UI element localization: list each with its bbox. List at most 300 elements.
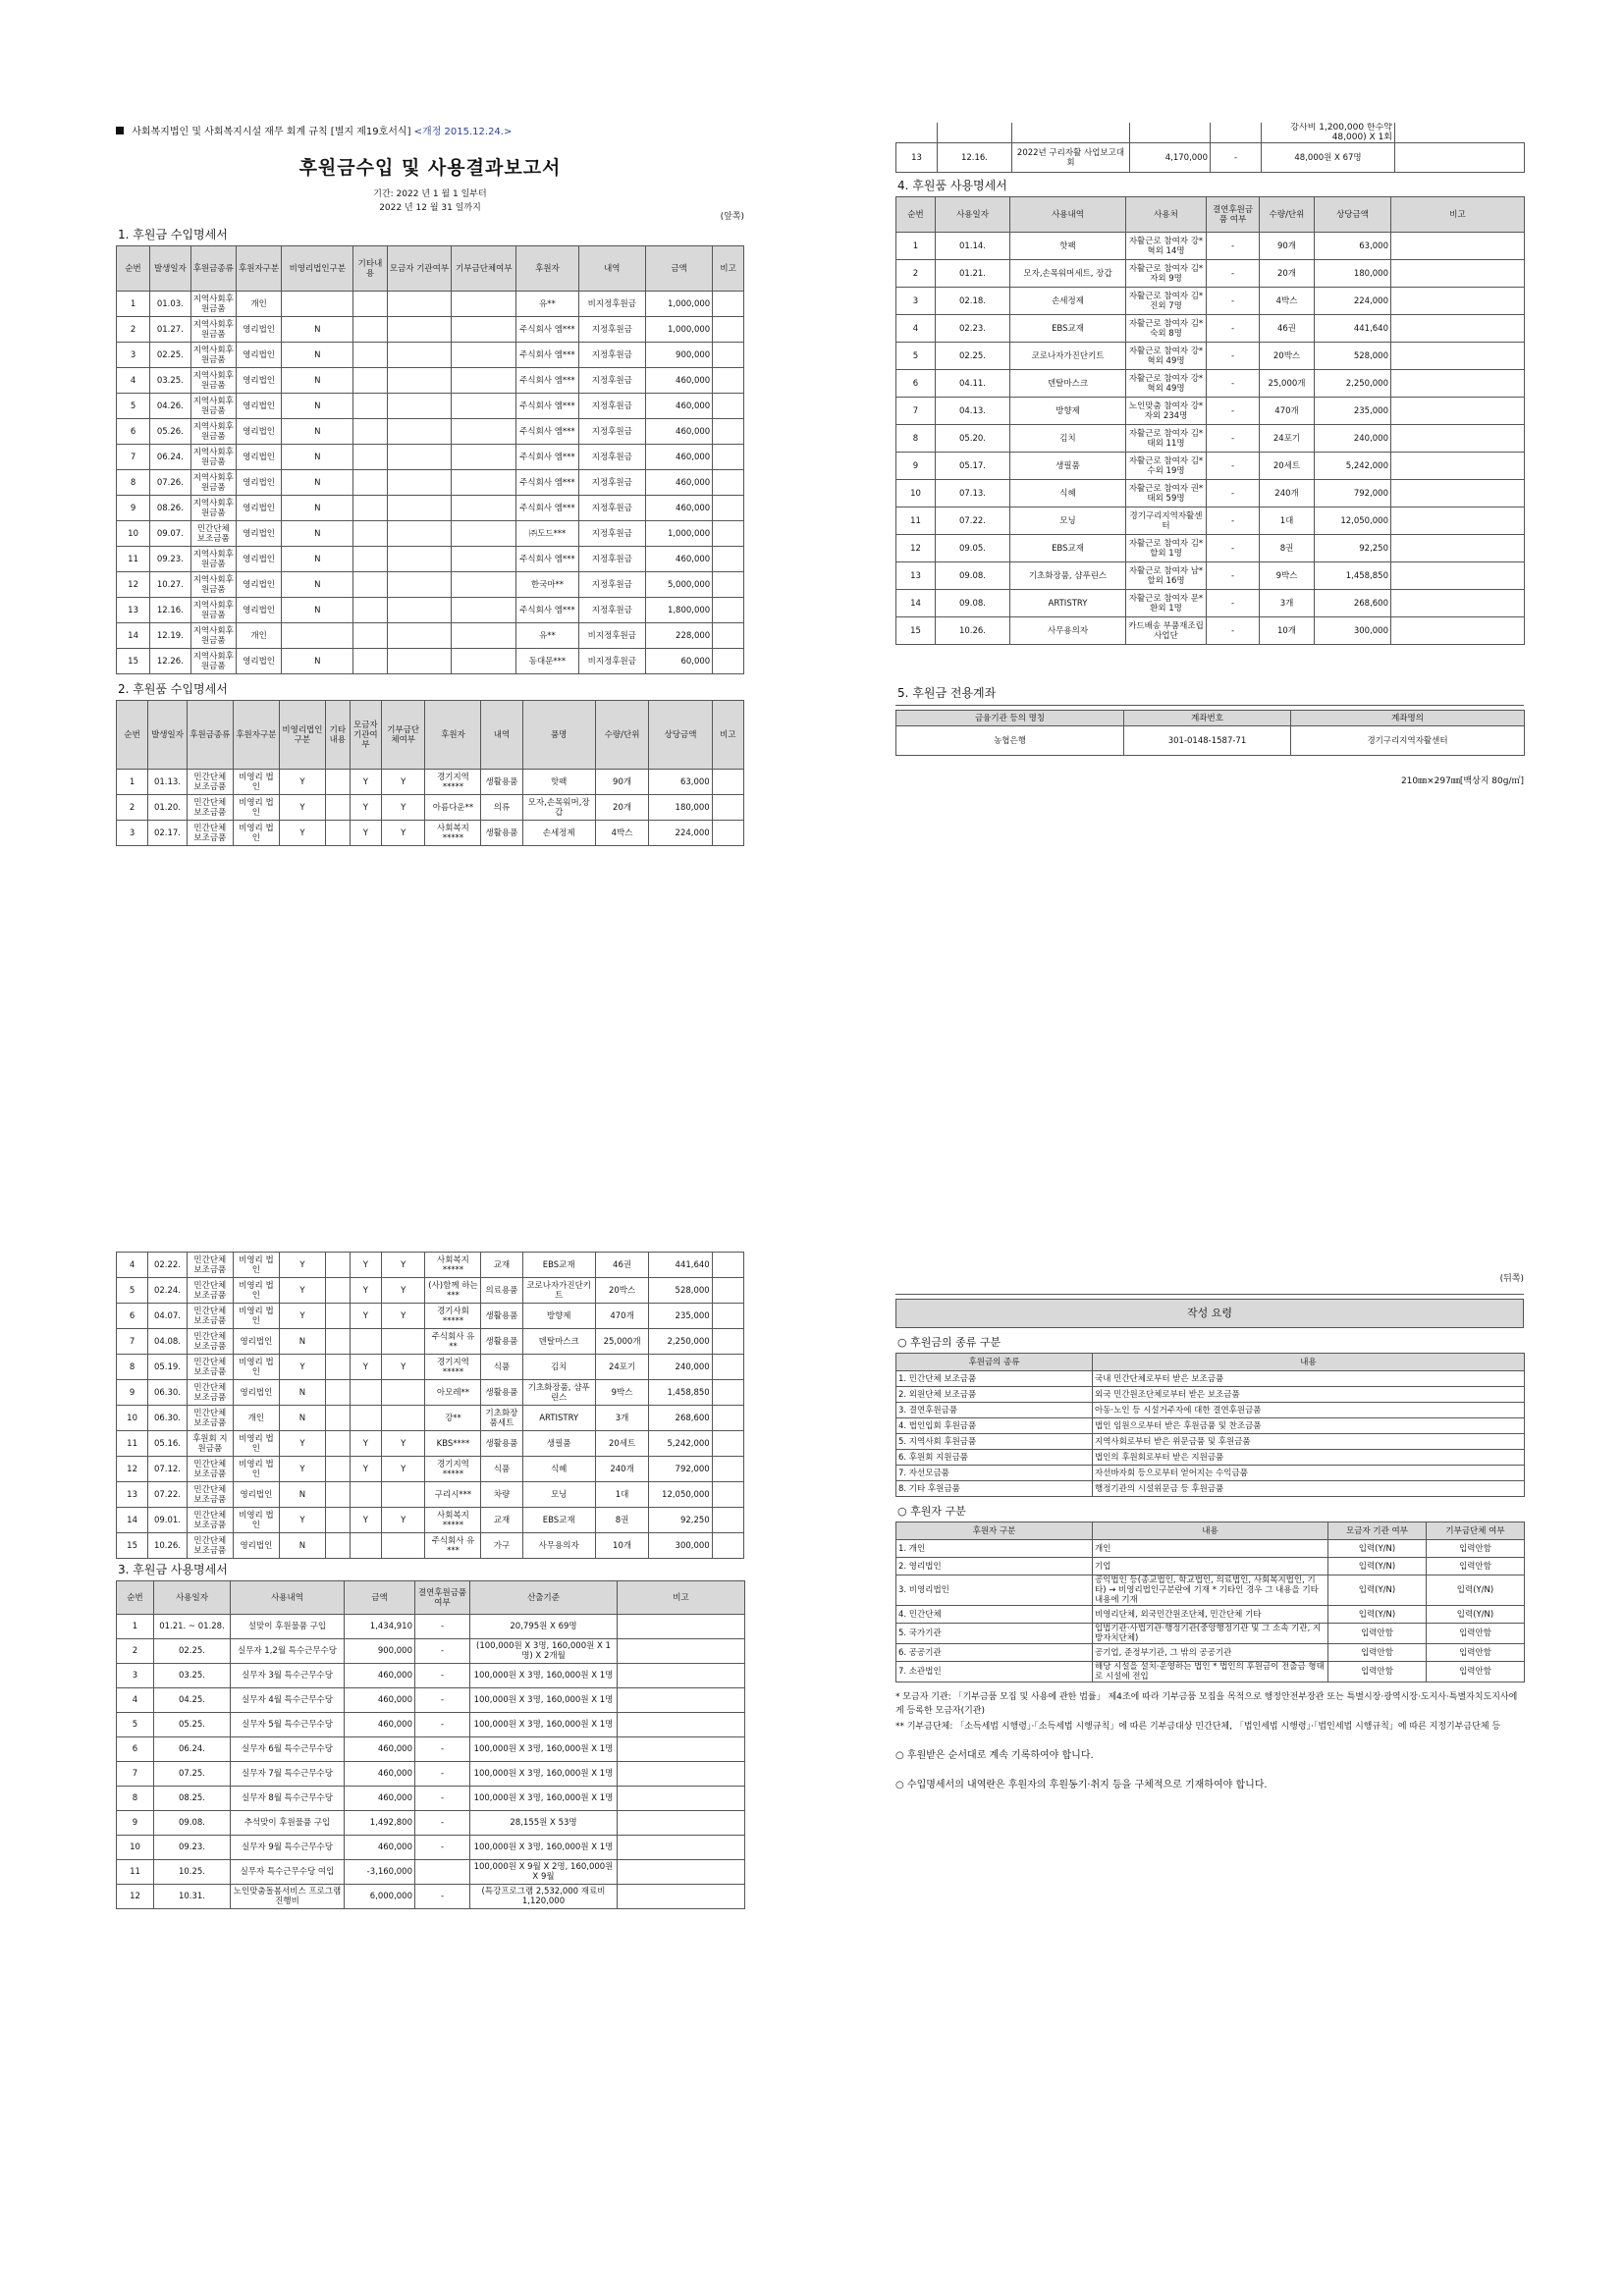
table-cell: 생활용품 [481, 821, 522, 846]
table-cell: 지정후원금 [578, 521, 645, 547]
table-row [896, 535, 1525, 562]
table-cell [618, 1811, 745, 1836]
table-cell: N [282, 470, 353, 496]
table-cell: 주식회사 엠*** [516, 496, 578, 521]
table-cell [452, 343, 516, 368]
page-back-right [895, 1271, 1524, 1792]
table-cell: N [282, 343, 353, 368]
table-row [896, 453, 1525, 480]
table-cell: 모닝 [522, 1482, 595, 1508]
table-cell [618, 1615, 745, 1639]
table-cell: 입력안함 [1427, 1644, 1525, 1662]
column-header: 내역 [578, 246, 645, 292]
table-cell: 07.22. [148, 1482, 188, 1508]
table-cell [387, 419, 452, 445]
table-cell [387, 572, 452, 598]
column-header: 비영리법인구분 [279, 701, 325, 770]
table-cell: 1,000,000 [645, 292, 712, 317]
table-cell: 460,000 [645, 445, 712, 470]
donation-income-table [116, 245, 744, 674]
table-cell: 470개 [595, 1304, 648, 1329]
document-title: 후원금수입 및 사용결과보고서 [298, 157, 562, 179]
revision-text: <개정 2015.12.24.> [413, 127, 513, 137]
table-row [117, 547, 744, 572]
goods-income-table [116, 700, 744, 846]
table-cell [415, 1860, 470, 1885]
table-cell: 핫팩 [1010, 233, 1126, 260]
table-row [117, 521, 744, 547]
table-cell [713, 496, 744, 521]
section-2-title: 2. 후원품 수입명세서 [118, 682, 228, 696]
table-cell: Y [279, 1431, 325, 1457]
table-cell [713, 419, 744, 445]
table-row [117, 1329, 744, 1355]
donor-type-table [895, 1522, 1525, 1682]
table-cell: 민간단체 보조금품 [187, 770, 233, 795]
table-cell: 528,000 [1315, 343, 1391, 370]
table-cell [452, 623, 516, 649]
table-cell: 생필품 [522, 1431, 595, 1457]
table-row [117, 1457, 744, 1482]
table-cell: 유** [516, 292, 578, 317]
paper-spec: 210㎜×297㎜[백상지 80g/㎡] [1400, 776, 1524, 786]
column-header: 비고 [1391, 197, 1525, 233]
table-cell: 100,000원 X 3명, 160,000원 X 1명 [470, 1762, 618, 1787]
table-cell: -3,160,000 [345, 1860, 415, 1885]
table-cell: 지역사회후원금품 [190, 317, 236, 343]
table-cell: 46권 [595, 1253, 648, 1278]
table-cell: 11 [896, 507, 936, 535]
table-cell: 06.24. [154, 1737, 231, 1762]
table-row [896, 425, 1525, 453]
table-cell: (특강프로그램 2,532,000 재료비 1,120,000 [470, 1885, 618, 1909]
table-row [117, 1860, 745, 1885]
table-cell: 민간단체 보조금품 [187, 1457, 233, 1482]
account-table [895, 710, 1525, 756]
column-header: 비고 [712, 701, 743, 770]
table-cell: 생활용품 [481, 1304, 522, 1329]
regulation-line [116, 123, 744, 137]
goods-usage-table [895, 196, 1525, 645]
guide-heading-types: ○ 후원금의 종류 구분 [897, 1336, 1001, 1349]
table-row [896, 590, 1525, 617]
table-cell [452, 445, 516, 470]
table-cell: 비영리 법인 [233, 1431, 279, 1457]
table-cell: 기초화장품세트 [481, 1406, 522, 1431]
table-cell: 460,000 [345, 1688, 415, 1713]
table-cell: 6,000,000 [345, 1885, 415, 1909]
table-row [117, 1304, 744, 1329]
table-cell: EBS교재 [522, 1253, 595, 1278]
table-cell [713, 649, 744, 674]
table-cell: 13 [896, 143, 938, 173]
table-cell [353, 368, 387, 394]
table-cell: 지정후원금 [578, 547, 645, 572]
table-cell: 생활용품 [481, 1329, 522, 1355]
table-cell: 9박스 [595, 1380, 648, 1406]
table-cell: 비영리 법인 [233, 821, 279, 846]
table-cell: 4 [117, 1253, 148, 1278]
table-cell: 02.25. [150, 343, 190, 368]
table-cell: 6. 공공기관 [896, 1644, 1093, 1662]
table-cell: 실무자 3월 특수근무수당 [231, 1664, 345, 1688]
table-cell: 09.23. [150, 547, 190, 572]
table-cell: Y [381, 1304, 425, 1329]
table-cell: Y [279, 770, 325, 795]
table-cell: 02.17. [148, 821, 188, 846]
table-cell: 영리법인 [236, 343, 281, 368]
table-cell: 09.05. [936, 535, 1010, 562]
table-cell [325, 1406, 350, 1431]
table-cell: 9 [117, 1380, 148, 1406]
table-cell [387, 547, 452, 572]
table-cell: 63,000 [1315, 233, 1391, 260]
table-cell: Y [350, 1253, 381, 1278]
table-cell: 입력(Y/N) [1427, 1606, 1525, 1624]
table-row [896, 617, 1525, 645]
table-cell: 04.25. [154, 1688, 231, 1713]
table-cell: 사회복지***** [425, 1253, 481, 1278]
section-4-title: 4. 후원품 사용명세서 [897, 179, 1007, 192]
table-row [896, 1558, 1525, 1575]
table-cell [1391, 288, 1525, 315]
footnote-donation-org: ** 기부금단체: 「소득세법 시행령」·「소득세법 시행규칙」에 따른 기부금대상 민간단체, 「법인세법 시행령」·「법인세법 시행규칙」에 따른 지정기부금단체 등 [895, 1722, 1501, 1732]
table-cell: 개인 [236, 623, 281, 649]
table-cell: 3 [117, 343, 150, 368]
table-cell: - [1207, 425, 1260, 453]
goods-income-table-continued [116, 1252, 744, 1559]
table-cell: 01.21. ~ 01.28. [154, 1615, 231, 1639]
table-cell: 핫팩 [522, 770, 595, 795]
table-cell [1391, 343, 1525, 370]
table-cell: 460,000 [345, 1787, 415, 1811]
table-cell: 5. 국가기관 [896, 1624, 1093, 1644]
table-cell [712, 1482, 743, 1508]
table-cell: 460,000 [345, 1762, 415, 1787]
table-cell: 노인맞춤 참여자 강*자외 234명 [1126, 398, 1207, 425]
table-cell: 9 [896, 453, 936, 480]
table-cell: 09.08. [936, 562, 1010, 590]
table-cell: 사회복지***** [425, 1508, 481, 1533]
table-cell: N [282, 572, 353, 598]
table-cell [353, 470, 387, 496]
table-cell: 자활근로 참여자 강*혁외 49명 [1126, 370, 1207, 398]
table-cell [1391, 453, 1525, 480]
table-cell [325, 1380, 350, 1406]
table-cell [282, 623, 353, 649]
table-cell: 지정후원금 [578, 470, 645, 496]
table-cell: 10.31. [154, 1885, 231, 1909]
account-header-bank: 금융기관 등의 명칭 [896, 711, 1124, 726]
table-cell: 입력안함 [1427, 1662, 1525, 1682]
table-cell: 지역사회후원금품 [190, 292, 236, 317]
table-row [117, 368, 744, 394]
table-cell: 민간단체 보조금품 [187, 1508, 233, 1533]
back-side-label: (뒤쪽) [1499, 1274, 1524, 1284]
table-row [896, 507, 1525, 535]
table-cell: 46권 [1260, 315, 1315, 343]
table-cell: 6 [117, 419, 150, 445]
table-cell: 92,250 [649, 1508, 712, 1533]
table-cell: 실무자 7월 특수근무수당 [231, 1762, 345, 1787]
table-cell: ARTISTRY [522, 1406, 595, 1431]
table-cell: 입력안함 [1427, 1558, 1525, 1575]
regulation-text: 사회복지법인 및 사회복지시설 재무 회계 규칙 [별지 제19호서식] [132, 127, 411, 137]
table-cell [387, 496, 452, 521]
table-cell: 09.08. [154, 1811, 231, 1836]
table-cell: 지정후원금 [578, 572, 645, 598]
table-cell: 영리법인 [236, 521, 281, 547]
table-cell: 460,000 [345, 1836, 415, 1860]
table-cell: 5 [896, 343, 936, 370]
table-row [896, 1624, 1525, 1644]
table-cell [1391, 315, 1525, 343]
table-row [896, 562, 1525, 590]
page-back-left [116, 1252, 744, 1909]
table-cell: 생활용품 [481, 770, 522, 795]
table-cell: Y [350, 821, 381, 846]
table-cell: 11 [117, 1860, 154, 1885]
table-cell: 식품 [481, 1355, 522, 1380]
table-cell: 경기지역***** [425, 1355, 481, 1380]
table-row [896, 143, 1525, 173]
table-cell: - [415, 1885, 470, 1909]
table-cell: 영리법인 [233, 1482, 279, 1508]
table-cell: 12.16. [150, 598, 190, 623]
table-cell: 경기지역***** [425, 770, 481, 795]
column-header: 모금자 기관여부 [350, 701, 381, 770]
table-cell: 2. 영리법인 [896, 1558, 1093, 1575]
table-cell [452, 419, 516, 445]
table-cell: 4,170,000 [1130, 143, 1211, 173]
table-cell: EBS교재 [1010, 315, 1126, 343]
table-cell [350, 1380, 381, 1406]
table-cell: 비지정후원금 [578, 649, 645, 674]
column-header: 발생일자 [150, 246, 190, 292]
table-cell: 주식회사 엠*** [516, 445, 578, 470]
table-cell: 07.22. [936, 507, 1010, 535]
table-cell: 민간단체 보조금품 [187, 1533, 233, 1559]
table-cell: EBS교재 [1010, 535, 1126, 562]
table-cell [353, 572, 387, 598]
table-cell: N [279, 1482, 325, 1508]
table-row [117, 1253, 744, 1278]
table-cell: 지정후원금 [578, 419, 645, 445]
table-cell: 자활근로 참여자 김*수외 19명 [1126, 453, 1207, 480]
table-cell: 입력안함 [1328, 1624, 1427, 1644]
table-cell [353, 521, 387, 547]
table-cell: 2 [117, 795, 148, 821]
table-cell: 아름다운** [425, 795, 481, 821]
table-cell: Y [381, 795, 425, 821]
table-cell: 20박스 [595, 1278, 648, 1304]
table-cell: 04.08. [148, 1329, 188, 1355]
column-header: 금액 [645, 246, 712, 292]
table-cell [387, 623, 452, 649]
table-cell: 주식회사 엠*** [516, 368, 578, 394]
table-cell: 생활용품 [481, 1380, 522, 1406]
table-cell [353, 496, 387, 521]
table-cell: - [1207, 260, 1260, 288]
table-cell: 300,000 [1315, 617, 1391, 645]
table-cell: 08.26. [150, 496, 190, 521]
table-cell: 입력안함 [1328, 1662, 1427, 1682]
table-cell [1391, 233, 1525, 260]
table-cell: 460,000 [645, 470, 712, 496]
table-cell: 02.24. [148, 1278, 188, 1304]
table-row [117, 419, 744, 445]
table-cell: 02.25. [936, 343, 1010, 370]
table-cell: N [282, 649, 353, 674]
table-cell: 1 [896, 233, 936, 260]
table-cell [713, 317, 744, 343]
table-cell: 528,000 [649, 1278, 712, 1304]
table-cell: 영리법인 [236, 547, 281, 572]
table-cell: 12 [117, 1885, 154, 1909]
table-cell: 비영리 법인 [233, 1508, 279, 1533]
table-cell [452, 496, 516, 521]
table-cell [325, 1482, 350, 1508]
column-header: 모금자 기관 여부 [1328, 1522, 1427, 1540]
table-cell: 설맞이 후원물품 구입 [231, 1615, 345, 1639]
table-cell: 01.03. [150, 292, 190, 317]
table-cell: 개인 [1093, 1540, 1328, 1558]
table-cell: - [1207, 590, 1260, 617]
table-cell [713, 292, 744, 317]
table-cell: 동대문*** [516, 649, 578, 674]
footnote-fundraiser: * 모금자 기관: 「기부금품 모집 및 사용에 관한 법률」 제4조에 따라 기부금품 모집을 목적으로 행정안전부장관 또는 특별시장·광역시장·도지사·특별자치도지사에게 등록한 모금자(기관) [895, 1692, 1518, 1716]
table-cell: Y [381, 1253, 425, 1278]
table-row [117, 470, 744, 496]
table-cell [325, 1355, 350, 1380]
table-cell: 10 [896, 480, 936, 507]
table-cell: 입력(Y/N) [1328, 1606, 1427, 1624]
table-cell: 6 [117, 1737, 154, 1762]
table-cell: Y [350, 1355, 381, 1380]
table-cell: 영리법인 [236, 419, 281, 445]
table-cell: 07.26. [150, 470, 190, 496]
table-cell: 13 [117, 598, 150, 623]
table-cell: 실무자 6월 특수근무수당 [231, 1737, 345, 1762]
table-cell: EBS교재 [522, 1508, 595, 1533]
table-cell: 주식회사 엠*** [516, 598, 578, 623]
table-row [896, 1450, 1525, 1466]
table-cell: 470개 [1260, 398, 1315, 425]
table-cell: 지역사회후원금품 [190, 419, 236, 445]
table-cell: 영리법인 [233, 1380, 279, 1406]
table-cell: 100,000원 X 3명, 160,000원 X 1명 [470, 1737, 618, 1762]
table-cell: 4 [117, 1688, 154, 1713]
table-row [896, 370, 1525, 398]
table-cell: 자활근로 참여자 김*숙외 8명 [1126, 315, 1207, 343]
table-cell: 지정후원금 [578, 317, 645, 343]
column-header: 내용 [1093, 1354, 1525, 1371]
table-cell: 5 [117, 394, 150, 419]
table-cell: 지역사회후원금품 [190, 598, 236, 623]
table-cell: 의료용품 [481, 1278, 522, 1304]
table-cell: 실무자 5월 특수근무수당 [231, 1713, 345, 1737]
table-cell: - [1207, 562, 1260, 590]
table-cell: Y [350, 1457, 381, 1482]
table-cell: Y [350, 770, 381, 795]
table-cell: 4 [896, 315, 936, 343]
table-cell: 14 [117, 1508, 148, 1533]
table-cell: 900,000 [645, 343, 712, 368]
table-cell: Y [350, 795, 381, 821]
table-cell [712, 1253, 743, 1278]
table-row [117, 1836, 745, 1860]
table-cell: 영리법인 [236, 649, 281, 674]
table-cell: 실무자 4월 특수근무수당 [231, 1688, 345, 1713]
table-row [896, 343, 1525, 370]
table-cell [713, 368, 744, 394]
table-cell: ㈜도드*** [516, 521, 578, 547]
table-cell: 방향제 [1010, 398, 1126, 425]
table-cell: 20박스 [1260, 343, 1315, 370]
table-cell: 해당 시설을 설치·운영하는 법인 * 법인의 후원금이 전출금 형태로 시설에 전입 [1093, 1662, 1328, 1682]
table-cell: 지역사회후원금품 [190, 368, 236, 394]
table-cell: 후원회 지원금품 [187, 1431, 233, 1457]
column-header: 상당금액 [649, 701, 712, 770]
table-row [117, 292, 744, 317]
column-header: 기부금단체여부 [381, 701, 425, 770]
table-cell: 15 [117, 649, 150, 674]
table-cell: 지역사회후원금품 [190, 496, 236, 521]
table-cell: 4박스 [1260, 288, 1315, 315]
table-cell: 460,000 [345, 1737, 415, 1762]
table-cell: - [1207, 370, 1260, 398]
table-cell: 3. 결연후원금품 [896, 1403, 1093, 1418]
table-cell: 코로나자가진단키트 [522, 1278, 595, 1304]
column-header: 후원금종류 [190, 246, 236, 292]
speaker-fee-note: 강사비 1,200,000 한수약 48,000) X 1회 [1262, 123, 1395, 143]
table-cell [353, 394, 387, 419]
table-cell: 식혜 [522, 1457, 595, 1482]
table-cell [712, 1533, 743, 1559]
table-cell: 방향제 [522, 1304, 595, 1329]
table-cell: 48,000원 X 67명 [1262, 143, 1395, 173]
table-cell [282, 292, 353, 317]
table-cell: 11 [117, 547, 150, 572]
table-cell [325, 1329, 350, 1355]
account-header-number: 계좌번호 [1124, 711, 1291, 726]
column-header: 순번 [117, 1581, 154, 1615]
table-cell: - [415, 1713, 470, 1737]
table-cell: 8권 [1260, 535, 1315, 562]
table-cell [387, 445, 452, 470]
column-header: 결연후원금품 여부 [415, 1581, 470, 1615]
table-cell: - [415, 1664, 470, 1688]
table-cell [325, 1253, 350, 1278]
table-cell: 09.01. [148, 1508, 188, 1533]
table-cell: 02.22. [148, 1253, 188, 1278]
table-cell: 2022년 구리자활 사업보고대회 [1012, 143, 1130, 173]
table-cell [618, 1713, 745, 1737]
table-cell: 경기사회***** [425, 1304, 481, 1329]
table-cell: 주식회사 유** [425, 1329, 481, 1355]
table-cell: 24포기 [1260, 425, 1315, 453]
table-row [896, 1662, 1525, 1682]
table-cell: 카드배송 부품재조립사업단 [1126, 617, 1207, 645]
column-header: 결연후원금품 여부 [1207, 197, 1260, 233]
table-cell [712, 1431, 743, 1457]
table-cell [325, 1278, 350, 1304]
table-cell: 7. 소관법인 [896, 1662, 1093, 1682]
table-cell: N [282, 496, 353, 521]
table-cell [713, 623, 744, 649]
table-cell [713, 394, 744, 419]
column-header: 금액 [345, 1581, 415, 1615]
